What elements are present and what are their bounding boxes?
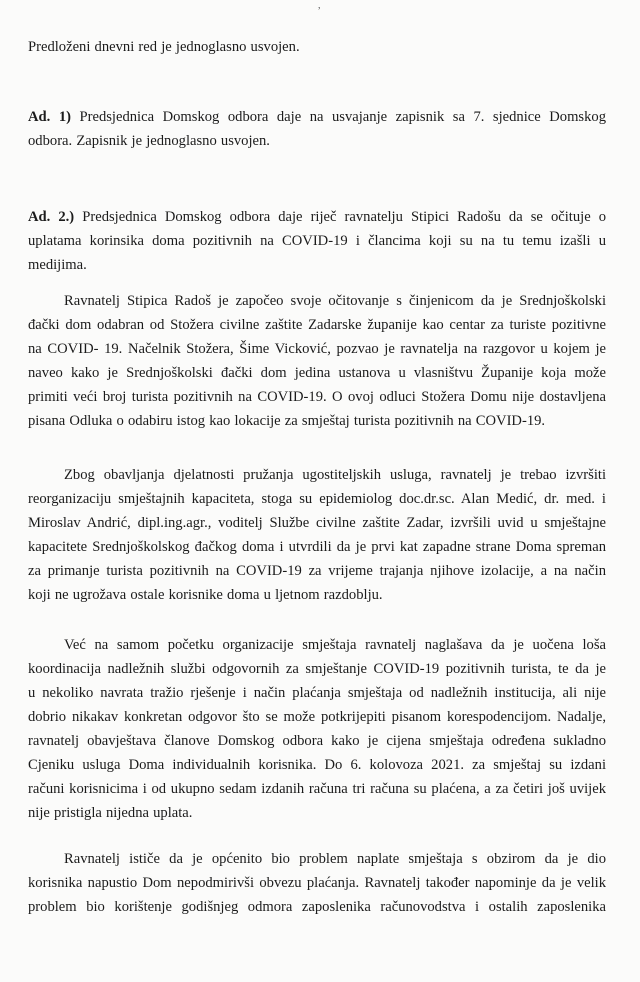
ad1-line-1: odbora. Zapisnik je jednoglasno usvojen. xyxy=(28,133,270,149)
p2-line: za primanje turista pozitivnih na COVID-19 za vrijeme trajanja njihove izolacije, a na način xyxy=(28,563,606,579)
p4-line: problem bio korištenje godišnjeg odmora zaposlenika računovodstva i ostalih zaposlenika xyxy=(28,899,606,915)
paragraph-1 xyxy=(28,292,606,436)
p2-line: koji ne ugrožava ostale korisnike doma u ljetnom razdoblju. xyxy=(28,587,383,603)
paragraph-4 xyxy=(28,850,606,922)
paragraph-2 xyxy=(28,466,606,610)
intro-paragraph xyxy=(28,38,606,62)
p3-line: koordinacija nadležnih službi odgovornih za smještanje COVID-19 pozitivnih turista, te da je xyxy=(28,661,606,677)
p3-line: nije pristigla nijedna uplata. xyxy=(28,805,193,821)
p3-line: računi korisnicima i od ukupno sedam izdanih računa tri računa su plaćena, a za četiri još uvijek xyxy=(28,781,606,797)
p2-line: Zbog obavljanja djelatnosti pružanja ugostiteljskih usluga, ravnatelj je trebao izvršiti xyxy=(64,467,606,483)
p2-line: reorganizaciju smještajnih kapaciteta, stoga su epidemiolog doc.dr.sc. Alan Medić, dr. med. i xyxy=(28,491,606,507)
agenda-item-1 xyxy=(28,108,606,156)
p1-line: primiti veći broj turista pozitivnih na COVID-19. O ovoj odluci Stožera Domu nije dostavljena xyxy=(28,389,606,405)
intro-text: Predloženi dnevni red je jednoglasno usvojen. xyxy=(28,39,300,55)
p1-line: naveo kako je Srednjoškolski đački dom jedina ustanova u vlasništvu Županije koja može xyxy=(28,365,606,381)
p4-line: korisnika napustio Dom nepodmirivši obvezu plaćanja. Ravnatelj također napominje da je velik xyxy=(28,875,606,891)
p1-line: Ravnatelj Stipica Radoš je započeo svoje očitovanje s činjenicom da je Srednjoškolski xyxy=(64,293,606,309)
p1-line: đački dom odabran od Stožera civilne zaštite Zadarske županije kao centar za turiste pozitivne xyxy=(28,317,606,333)
ad2-label: Ad. 2.) xyxy=(28,209,75,225)
ad1-line-0: Predsjednica Domskog odbora daje na usvajanje zapisnik sa 7. sjednice Domskog xyxy=(79,109,606,125)
top-mark: , xyxy=(318,0,321,11)
ad1-label: Ad. 1) xyxy=(28,109,71,125)
p2-line: Miroslav Andrić, dipl.ing.agr., voditelj Službe civilne zaštite Zadar, izvršili uvid u smještajne xyxy=(28,515,606,531)
p3-line: ravnatelj obavještava članove Domskog odbora kako je cijena smještaja određena sukladno xyxy=(28,733,606,749)
p4-line: Ravnatelj ističe da je općenito bio problem naplate smještaja s obzirom da je dio xyxy=(64,851,606,867)
ad2-line-1: uplatama korinsika doma pozitivnih na COVID-19 i člancima koji su na tu temu izašli u xyxy=(28,233,606,249)
p1-line: pisana Odluka o odabiru istog kao lokacije za smještaj turista pozitivnih na COVID-19. xyxy=(28,413,546,429)
ad2-line-0: Predsjednica Domskog odbora daje riječ ravnatelju Stipici Radošu da se očituje o xyxy=(82,209,606,225)
agenda-item-2 xyxy=(28,208,606,280)
ad2-line-2: medijima. xyxy=(28,257,87,273)
p1-line: na COVID- 19. Načelnik Stožera, Šime Vicković, pozvao je ravnatelja na razgovor u kojem je xyxy=(28,341,606,357)
p3-line: dobrio nikakav konkretan odgovor što se može potkrijepiti pisanom korespodencijom. Nadalje, xyxy=(28,709,606,725)
p3-line: Već na samom početku organizacije smještaja ravnatelj naglašava da je uočena loša xyxy=(64,637,606,653)
p2-line: kapacitete Srednjoškolskog đačkog doma i utvrdili da je prvi kat zapadne strane Doma spreman xyxy=(28,539,606,555)
p3-line: u nekoliko navrata tražio rješenje i način plaćanja smještaja od nadležnih institucija, ali nije xyxy=(28,685,606,701)
p3-line: Cjeniku usluga Doma individualnih korisnika. Do 6. kolovoza 2021. za smještaj su izdani xyxy=(28,757,606,773)
paragraph-3 xyxy=(28,636,606,828)
